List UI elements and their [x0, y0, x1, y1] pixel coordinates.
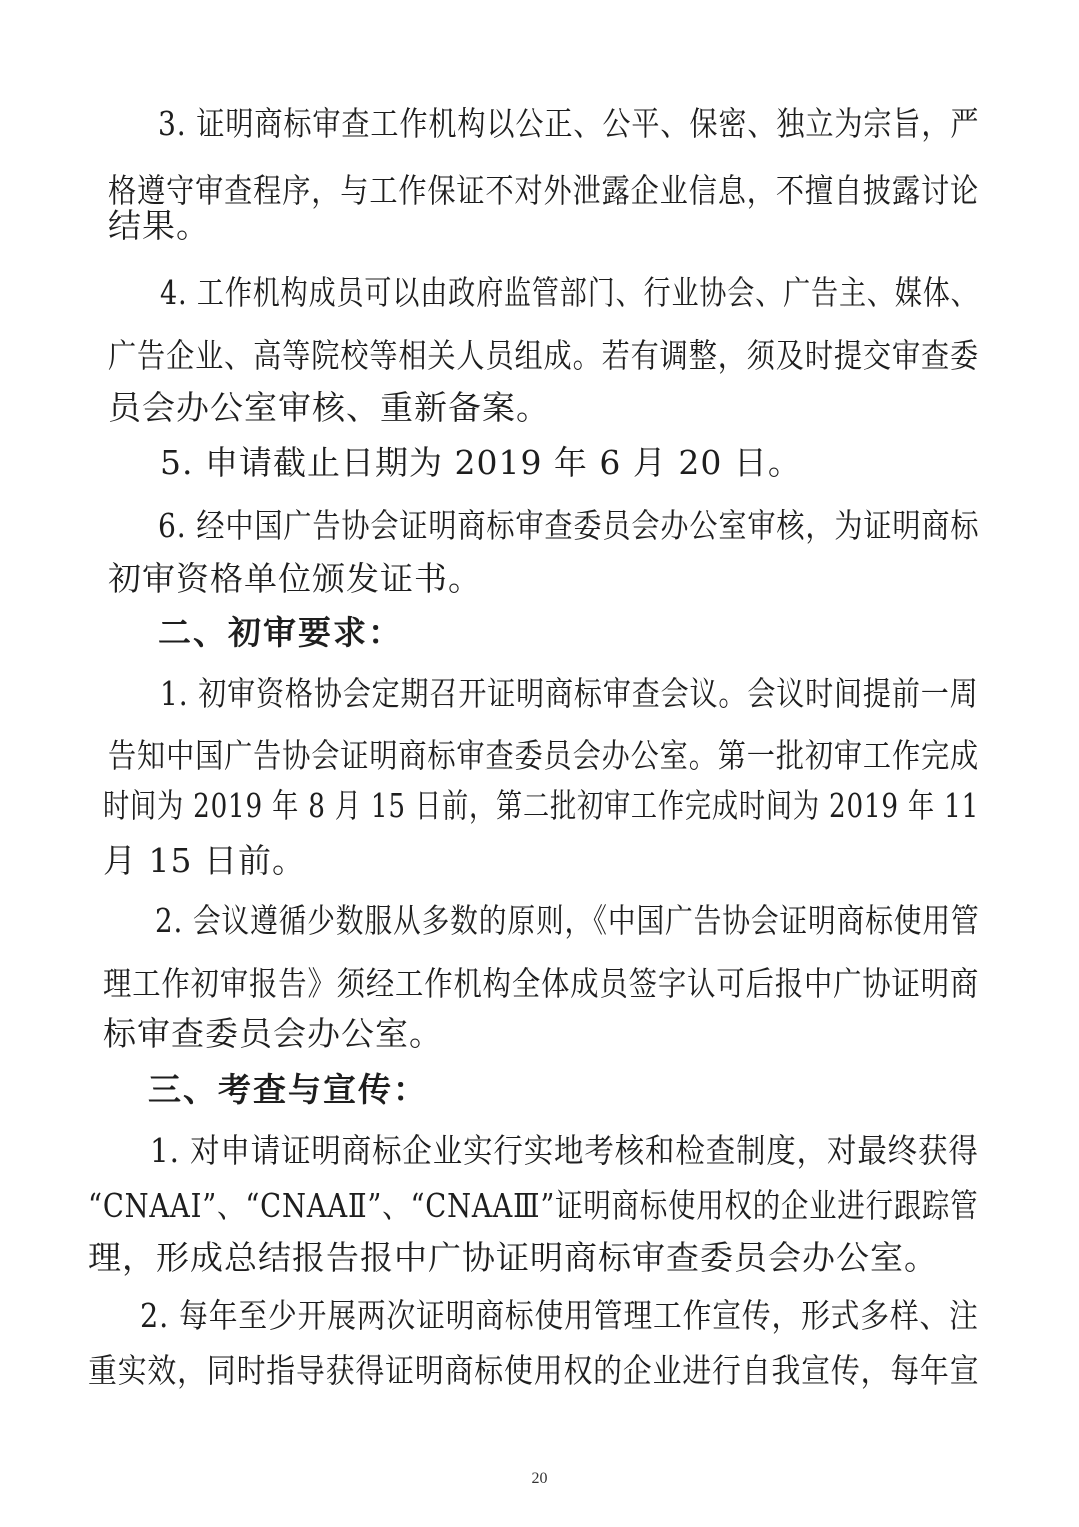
text-line-9: 初审资格单位颁发证书。: [108, 559, 482, 598]
text-line-7: 5. 申请截止日期为 2019 年 6 月 20 日。: [160, 443, 802, 482]
text-line-8: 6. 经中国广告协会证明商标审查委员会办公室审核，为证明商标: [158, 506, 980, 545]
text-line-14: 月 15 日前。: [103, 841, 306, 880]
text-line-1: 3. 证明商标审查工作机构以公正、公平、保密、独立为宗旨，严: [158, 104, 980, 143]
text-line-19: 1. 对申请证明商标企业实行实地考核和检查制度，对最终获得: [150, 1131, 979, 1170]
text-line-4: 4. 工作机构成员可以由政府监管部门、行业协会、广告主、媒体、: [160, 273, 979, 312]
section-heading-2: 二、初审要求：: [158, 613, 403, 652]
text-line-22: 2. 每年至少开展两次证明商标使用管理工作宣传，形式多样、注: [140, 1296, 979, 1335]
text-line-3: 结果。: [108, 206, 210, 245]
section-heading-3: 三、考查与宣传：: [148, 1070, 428, 1109]
text-line-21: 理，形成总结报告报中广协证明商标审查委员会办公室。: [88, 1238, 938, 1277]
text-line-17: 标审查委员会办公室。: [103, 1014, 443, 1053]
text-line-23: 重实效，同时指导获得证明商标使用权的企业进行自我宣传，每年宣: [88, 1351, 980, 1390]
text-line-2: 格遵守审查程序，与工作保证不对外泄露企业信息，不擅自披露讨论: [108, 171, 980, 210]
text-line-13: 时间为 2019 年 8 月 15 日前，第二批初审工作完成时间为 2019 年 11: [103, 786, 980, 825]
text-line-15: 2. 会议遵循少数服从多数的原则，《中国广告协会证明商标使用管: [155, 901, 980, 940]
text-line-12: 告知中国广告协会证明商标审查委员会办公室。第一批初审工作完成: [108, 736, 980, 775]
page-number: 20: [531, 1470, 548, 1487]
text-line-6: 员会办公室审核、重新备案。: [108, 388, 550, 427]
text-line-5: 广告企业、高等院校等相关人员组成。若有调整，须及时提交审查委: [108, 336, 980, 375]
text-line-16: 理工作初审报告》须经工作机构全体成员签字认可后报中广协证明商: [103, 964, 980, 1003]
text-line-11: 1. 初审资格协会定期召开证明商标审查会议。会议时间提前一周: [160, 674, 979, 713]
text-line-20: “CNAAⅠ”、“CNAAⅡ”、“CNAAⅢ”证明商标使用权的企业进行跟踪管: [88, 1186, 979, 1225]
